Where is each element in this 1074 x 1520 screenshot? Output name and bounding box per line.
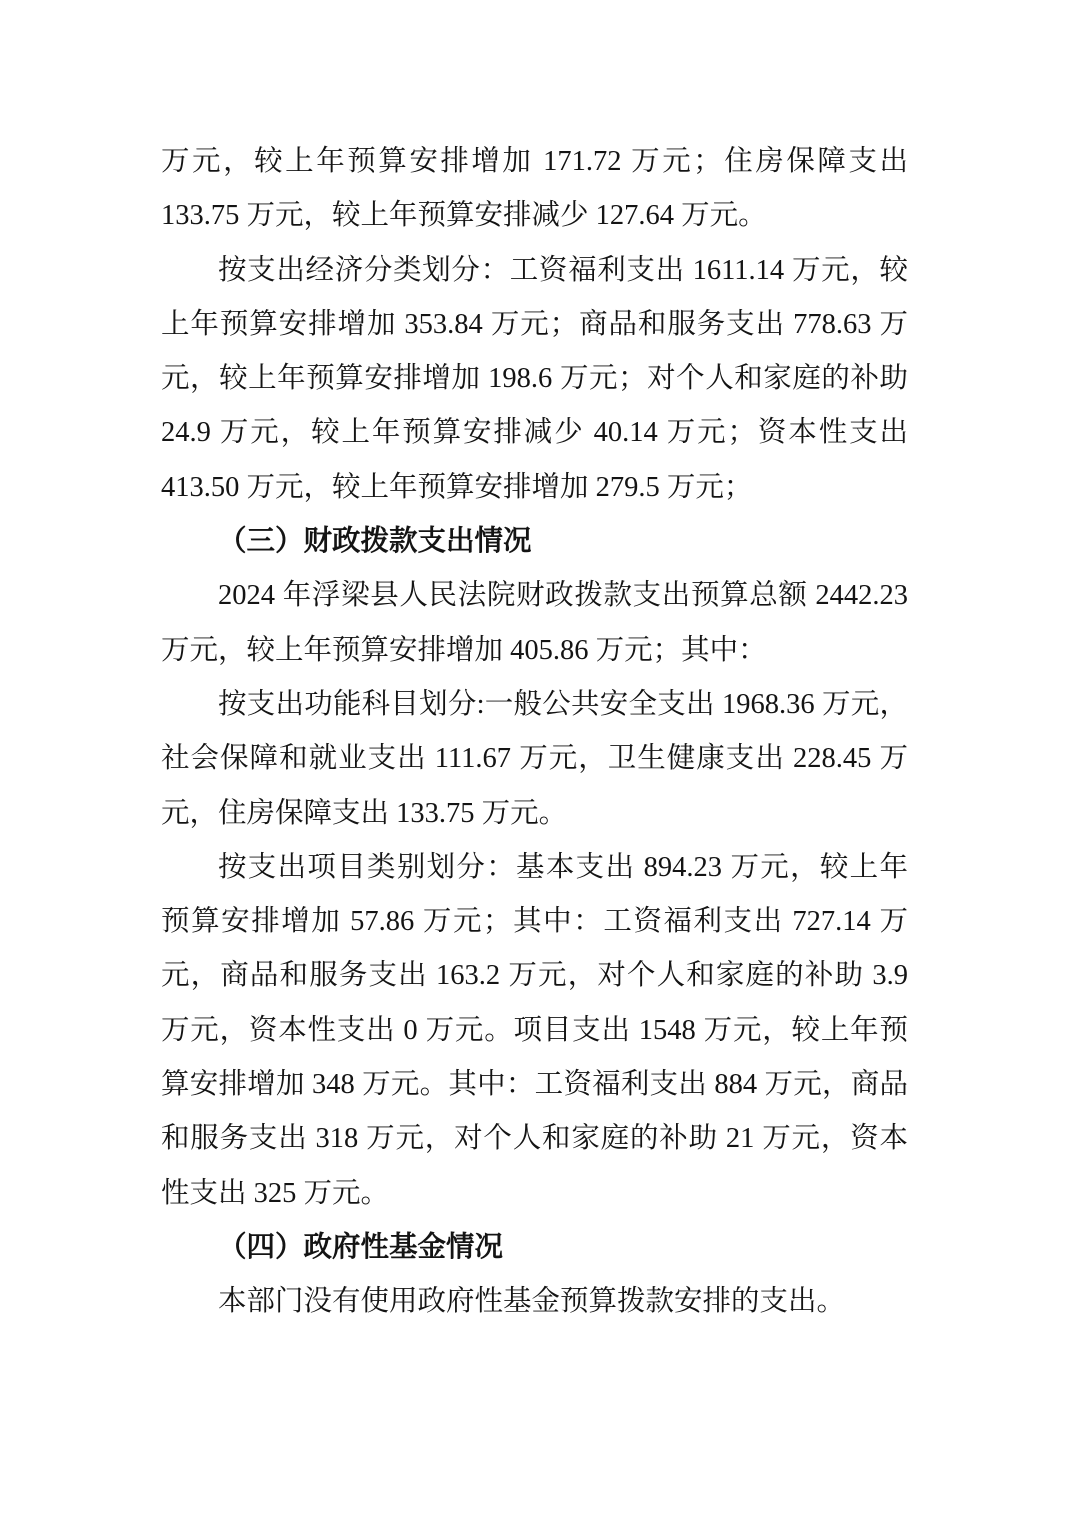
text-line: 万元，资本性支出 0 万元。项目支出 1548 万元，较上年预 [161, 1014, 908, 1046]
text-line: 万元，较上年预算安排增加 171.72 万元；住房保障支出 [161, 146, 908, 177]
text-line: 按支出项目类别划分：基本支出 894.23 万元，较上年 [218, 851, 908, 883]
text-line: 413.50 万元，较上年预算安排增加 279.5 万元； [161, 471, 753, 503]
section-heading: （四）政府性基金情况 [218, 1231, 504, 1263]
text-line: 24.9 万元，较上年预算安排减少 40.14 万元；资本性支出 [161, 417, 908, 449]
document-text-block [161, 135, 908, 1330]
text-line: 性支出 325 万元。 [161, 1177, 390, 1209]
text-line: 按支出功能科目划分:一般公共安全支出 1968.36 万元， [218, 688, 908, 720]
text-line: 元，较上年预算安排增加 198.6 万元；对个人和家庭的补助 [161, 363, 908, 395]
text-line: 上年预算安排增加 353.84 万元；商品和服务支出 778.63 万 [161, 308, 908, 340]
text-line: 2024 年浮梁县人民法院财政拨款支出预算总额 2442.23 [218, 580, 908, 612]
text-line: 按支出经济分类划分：工资福利支出 1611.14 万元，较 [218, 254, 908, 286]
text-line: 算安排增加 348 万元。其中：工资福利支出 884 万元，商品 [161, 1069, 908, 1101]
text-line: 133.75 万元，较上年预算安排减少 127.64 万元。 [161, 200, 767, 232]
text-line: 万元，较上年预算安排增加 405.86 万元；其中： [161, 634, 767, 666]
text-line: 本部门没有使用政府性基金预算拨款安排的支出。 [218, 1286, 846, 1318]
text-line: 和服务支出 318 万元，对个人和家庭的补助 21 万元，资本 [161, 1123, 908, 1155]
section-heading: （三）财政拨款支出情况 [218, 526, 532, 558]
text-line: 元，商品和服务支出 163.2 万元，对个人和家庭的补助 3.9 [161, 960, 908, 992]
text-line: 社会保障和就业支出 111.67 万元，卫生健康支出 228.45 万 [161, 743, 908, 775]
text-line: 预算安排增加 57.86 万元；其中：工资福利支出 727.14 万 [161, 906, 908, 938]
text-line: 元，住房保障支出 133.75 万元。 [161, 797, 568, 829]
